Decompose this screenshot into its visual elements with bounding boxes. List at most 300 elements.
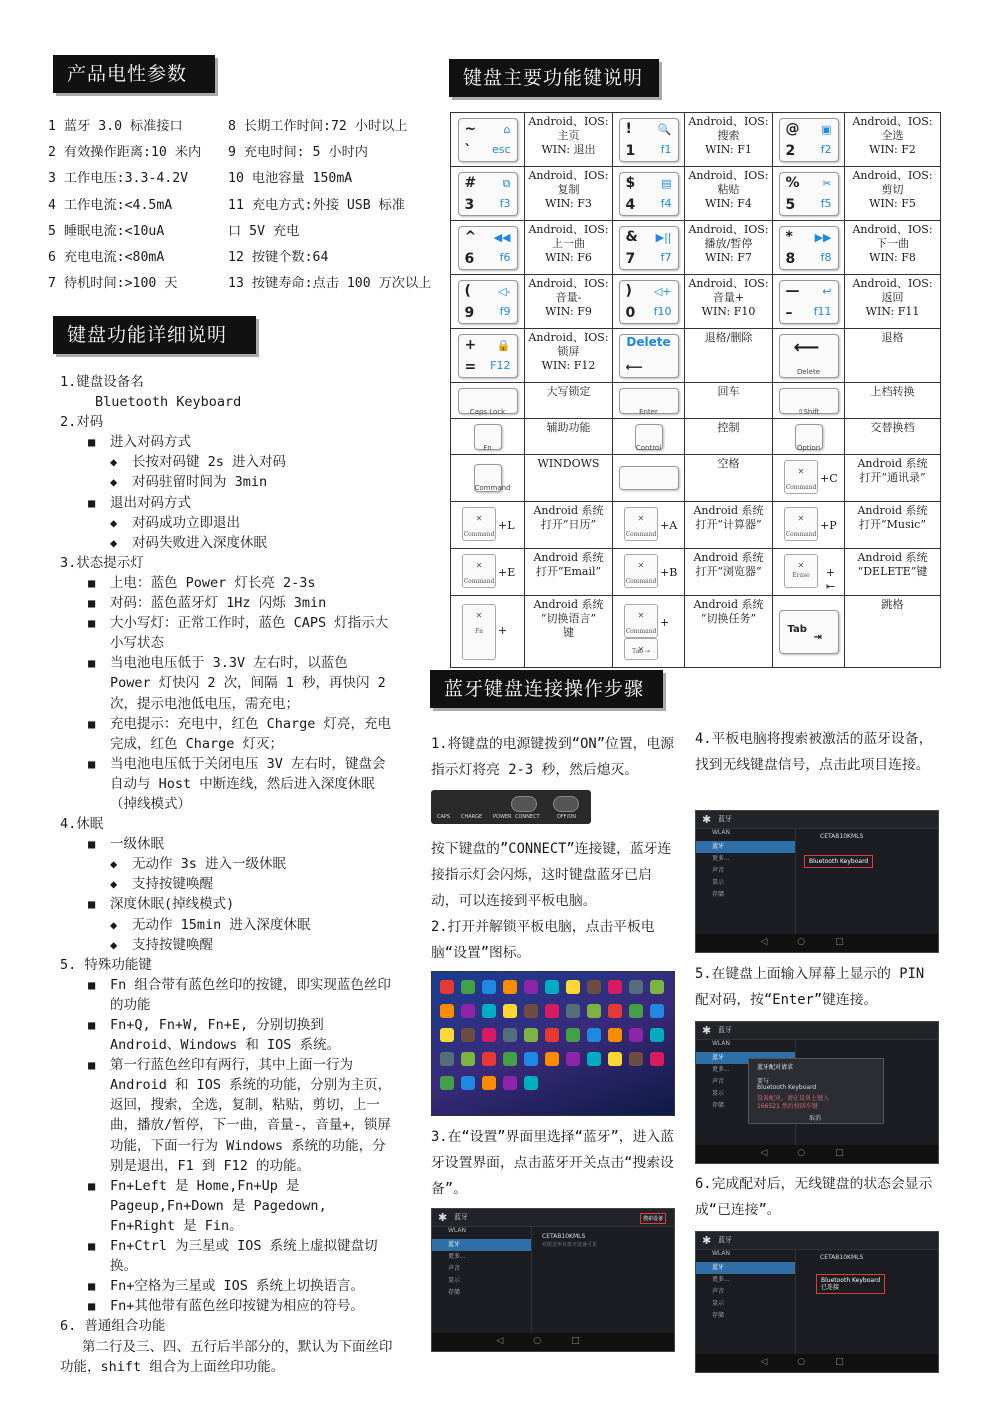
- key-desc: Android 系统 “切换任务”: [685, 596, 773, 668]
- menu-wlan: WLAN: [712, 1040, 731, 1047]
- key-cell: [773, 113, 845, 167]
- key-cell: [773, 383, 845, 419]
- key-desc: Android、IOS: 播放/暂停 WIN: F7: [685, 221, 773, 275]
- keycap-capslock: Caps Lock: [458, 388, 518, 414]
- detail-line-30: [60, 1296, 395, 1316]
- kb-name: Bluetooth Keyboard: [821, 1277, 881, 1284]
- key-desc: Android 系统 打开“通讯录”: [845, 455, 941, 502]
- key-row-4: [451, 275, 941, 329]
- screenshot-bt-found: [695, 810, 939, 953]
- combo-erase: ✕ Erase + ⇤: [776, 552, 841, 592]
- app-icon: [608, 980, 622, 994]
- key-cell: [773, 275, 845, 329]
- detail-line-5: [60, 472, 395, 492]
- menu-display: 显示: [712, 1090, 725, 1097]
- key-desc: Android、IOS: 锁屏 WIN: F12: [525, 329, 613, 383]
- menu-wlan: WLAN: [712, 829, 731, 836]
- app-icon: [545, 1004, 559, 1018]
- combo-key: ✕ Command +E: [454, 552, 521, 592]
- detail-line-17: [60, 834, 395, 854]
- key-cell: [451, 596, 525, 668]
- key-desc: 交替换档: [845, 419, 941, 455]
- nav-bar: ◁○□: [696, 1145, 938, 1163]
- screen-title: 蓝牙: [454, 1213, 468, 1221]
- menu-bluetooth: 蓝牙: [696, 1052, 795, 1064]
- step-1b-text: 按下键盘的”CONNECT”连接键，蓝牙连接指示灯会闪烁，这时键盘蓝牙已启动，可以连接到平板电脑。: [431, 841, 672, 909]
- key-desc: Android 系统 打开“计算器”: [685, 502, 773, 549]
- detail-line-6: [60, 493, 395, 513]
- key-cell: [773, 221, 845, 275]
- detail-line-7: [60, 513, 395, 533]
- device-sub: 对附近所有蓝牙设备可见: [542, 1242, 598, 1248]
- bluetooth-keyboard-item: Bluetooth Keyboard: [804, 855, 873, 868]
- step-2-text: 2.打开并解锁平板电脑，点击平板电脑“设置”图标。: [431, 919, 655, 961]
- gear-icon: ✱: [702, 813, 712, 826]
- detail-line-1: Bluetooth Keyboard: [95, 394, 242, 411]
- specs_left-6: 6 充电电流:<80mA: [48, 250, 165, 266]
- key-desc: WINDOWS: [525, 455, 613, 502]
- detail-text: ■ 当电池电压低于关闭电压 3V 左右时，键盘会自动与 Host 中断连线，然后进入深度休眠（掉线模式）: [110, 755, 386, 812]
- key-desc: Android 系统 打开“日历”: [525, 502, 613, 549]
- keycap-k13: + = 🔒 F12: [458, 334, 518, 378]
- device-name: CETAB10KMLS: [820, 1254, 864, 1261]
- keycap-tab: Tab ⇥: [779, 610, 839, 654]
- step-3-text: 3.在“设置”界面里选择“蓝牙”，进入蓝牙设置界面，点击蓝牙开关点击“搜索设备”。: [431, 1129, 674, 1197]
- key-cell: [613, 275, 685, 329]
- menu-storage: 存储: [712, 1312, 725, 1319]
- header-specs: 产品电性参数: [53, 55, 215, 93]
- detail-line-29: [60, 1276, 395, 1296]
- menu-bluetooth: 蓝牙: [696, 841, 795, 853]
- detail-line-3: [60, 432, 395, 452]
- app-icon: [440, 1076, 454, 1090]
- step-5-text: 5.在键盘上面输入屏幕上显示的 PIN 配对码，按“Enter”键连接。: [695, 966, 925, 1008]
- key-cell: [451, 275, 525, 329]
- key-cell: [773, 502, 845, 549]
- screen-title: 蓝牙: [718, 815, 732, 823]
- app-icon: [440, 1004, 454, 1018]
- specs_right-5: 口 5V 充电: [228, 223, 300, 239]
- app-icon: [503, 980, 517, 994]
- pair-end: 然后按回车键: [781, 1103, 818, 1110]
- key-desc: Android 系统 打开“Music”: [845, 502, 941, 549]
- app-icon: [440, 1028, 454, 1042]
- menu-wlan: WLAN: [712, 1250, 731, 1257]
- key-desc: 辅助功能: [525, 419, 613, 455]
- detail-line-12: [60, 613, 395, 653]
- menu-display: 显示: [448, 1277, 461, 1284]
- detail-text: ■ Fn+Q, Fn+W, Fn+E, 分别切换到 Android、Windows 和 IOS 系统。: [110, 1017, 341, 1054]
- specs_right-4: 11 充电方式:外接 USB 标准: [228, 197, 405, 213]
- detail-text: 支持按键唤醒: [132, 936, 213, 953]
- strip-power: POWER: [493, 814, 512, 820]
- detail-line-2: 2.对码: [60, 414, 104, 431]
- key-row-7: [451, 419, 941, 455]
- detail-line-16: 4.休眠: [60, 816, 104, 833]
- detail-text: ■ 充电提示：充电中，红色 Charge 灯亮，充电完成，红色 Charge 灯灭；: [110, 715, 392, 752]
- detail-line-24: [60, 975, 395, 1015]
- key-desc: Android、IOS: 全选 WIN: F2: [845, 113, 941, 167]
- detail-text: 无动作 15min 进入深度休眠: [132, 916, 311, 933]
- keyboard-indicator-strip: [431, 790, 591, 824]
- combo-key: ✕ Command +B: [616, 552, 681, 592]
- key-cell: [451, 383, 525, 419]
- app-icon: [524, 1076, 538, 1090]
- specs_left-1: 1 蓝牙 3.0 标准接口: [48, 119, 183, 134]
- detail-line-9: 3.状态提示灯: [60, 554, 144, 571]
- detail-text: ■ 退出对码方式: [110, 494, 191, 511]
- key-desc: 回车: [685, 383, 773, 419]
- key-cell: [773, 596, 845, 668]
- detail-line-20: [60, 894, 395, 914]
- app-grid-screenshot: [431, 971, 675, 1116]
- detail-line-8: [60, 533, 395, 553]
- detail-line-19: [60, 874, 395, 894]
- device-name: CETAB10KMLS: [542, 1233, 586, 1240]
- key-cell: [613, 455, 685, 502]
- combo-key: ✕ Command +L: [454, 505, 521, 545]
- key-row-3: [451, 221, 941, 275]
- key-cell: [451, 419, 525, 455]
- nav-bar: ◁○□: [696, 1354, 938, 1372]
- step-1-text: 1.将键盘的电源键拨到“ON”位置，电源指示灯将亮 2-3 秒，然后熄灭。: [431, 736, 674, 778]
- menu-storage: 存储: [712, 1102, 725, 1109]
- keycap-k6: % 5 ✂ f5: [779, 172, 839, 216]
- key-row-10: [451, 549, 941, 596]
- power-switch: [553, 796, 579, 812]
- app-icon: [503, 1052, 517, 1066]
- specs_right-6: 12 按键个数:64: [228, 250, 329, 266]
- app-icon: [503, 1004, 517, 1018]
- keycap-command: Command: [474, 464, 502, 492]
- app-icon: [524, 1052, 538, 1066]
- combo-tab: ✕ Command + ✕ Tab ⇥: [616, 602, 681, 662]
- app-icon: [503, 1028, 517, 1042]
- pair-pin: 166521: [757, 1103, 780, 1110]
- combo-key: ✕ Command +P: [776, 505, 841, 545]
- step-4-text: 4.平板电脑将搜索被激活的蓝牙设备，找到无线键盘信号，点击此项目连接。: [695, 731, 933, 773]
- key-cell: [451, 113, 525, 167]
- key-desc: Android 系统 打开“浏览器”: [685, 549, 773, 596]
- key-desc: 退格: [845, 329, 941, 383]
- search-devices-button: 搜索设备: [640, 1213, 666, 1224]
- key-desc: Android、IOS: 搜索 WIN: F1: [685, 113, 773, 167]
- app-icon: [566, 1052, 580, 1066]
- strip-caps: CAPS: [437, 814, 451, 820]
- detail-line-11: [60, 593, 395, 613]
- menu-more: 更多...: [712, 1276, 730, 1283]
- strip-connect: CONNECT: [515, 814, 540, 820]
- app-icon: [461, 1028, 475, 1042]
- key-desc: Android、IOS: 音量+ WIN: F10: [685, 275, 773, 329]
- app-icon: [482, 1028, 496, 1042]
- screenshot-pairing: [695, 1021, 939, 1164]
- menu-display: 显示: [712, 1300, 725, 1307]
- app-icon: [608, 1052, 622, 1066]
- keycap-enter: Enter: [619, 388, 679, 414]
- specs_left-2: 2 有效操作距离:10 米内: [48, 145, 202, 161]
- app-icon: [566, 980, 580, 994]
- gear-icon: ✱: [438, 1211, 448, 1224]
- key-desc: Android、IOS: 主页 WIN: 退出: [525, 113, 613, 167]
- app-icon: [482, 1004, 496, 1018]
- nav-bar: ◁○□: [696, 934, 938, 952]
- app-icon: [461, 1004, 475, 1018]
- key-desc: 退格/删除: [685, 329, 773, 383]
- menu-sound: 声音: [448, 1265, 461, 1272]
- key-cell: [451, 549, 525, 596]
- key-row-11: [451, 596, 941, 668]
- keycap-k9: * 8 ▶▶ f8: [779, 226, 839, 270]
- detail-text: ■ Fn+空格为三星或 IOS 系统上切换语言。: [110, 1278, 365, 1295]
- menu-sound: 声音: [712, 1288, 725, 1295]
- key-desc: Android、IOS: 下一曲 WIN: F8: [845, 221, 941, 275]
- app-icon: [461, 1076, 475, 1090]
- key-cell: [451, 455, 525, 502]
- key-cell: [613, 167, 685, 221]
- kb-status: 已连接: [821, 1284, 840, 1291]
- detail-text: ■ 大小写灯：正常工作时，蓝色 CAPS 灯指示大小写状态: [110, 615, 389, 652]
- detail-text: ■ 进入对码方式: [110, 434, 191, 451]
- app-icon: [524, 1004, 538, 1018]
- key-desc: 空格: [685, 455, 773, 502]
- app-icon: [587, 1004, 601, 1018]
- menu-storage: 存储: [448, 1289, 461, 1296]
- key-desc: Android 系统 “DELETE”键: [845, 549, 941, 596]
- specs_left-4: 4 工作电流:<4.5mA: [48, 197, 173, 213]
- key-desc: 跳格: [845, 596, 941, 668]
- key-cell: [613, 549, 685, 596]
- key-desc: Android 系统 “切换语言” 键: [525, 596, 613, 668]
- keycap-delete: ⟵ Delete: [779, 334, 839, 378]
- specs_right-3: 10 电池容量 150mA: [228, 171, 353, 187]
- specs-right: [228, 114, 431, 297]
- app-icon: [524, 1028, 538, 1042]
- app-icon: [587, 980, 601, 994]
- specs-left: [48, 114, 201, 297]
- detail-text: ■ 深度休眠(掉线模式): [110, 896, 235, 913]
- app-icon: [650, 980, 664, 994]
- keycap-option: Option: [795, 424, 823, 450]
- key-desc: Android 系统 打开“Email”: [525, 549, 613, 596]
- key-cell: [613, 221, 685, 275]
- specs_left-5: 5 睡眠电流:<10uA: [48, 223, 165, 239]
- nav-bar: ◁○□: [432, 1333, 674, 1351]
- detail-text: 支持按键唤醒: [132, 876, 213, 893]
- app-icon: [461, 1052, 475, 1066]
- key-cell: [451, 502, 525, 549]
- keycap-k11: ) 0 ◁+ f10: [619, 280, 679, 324]
- combo-key: ✕ Command +A: [616, 505, 681, 545]
- keycap-fn: Fn: [474, 424, 502, 450]
- app-icon: [482, 1052, 496, 1066]
- keycap-key: [619, 466, 679, 490]
- key-desc: Android、IOS: 粘贴 WIN: F4: [685, 167, 773, 221]
- app-icon: [524, 980, 538, 994]
- detail-text: ■ 对码：蓝色蓝牙灯 1Hz 闪烁 3min: [110, 595, 327, 612]
- key-cell: [451, 221, 525, 275]
- pair-pin-line: [757, 1101, 818, 1110]
- detail-line-18: [60, 854, 395, 874]
- key-desc: Android、IOS: 返回 WIN: F11: [845, 275, 941, 329]
- combo-fn: ✕ Fn +: [454, 602, 521, 662]
- menu-more: 更多...: [712, 855, 730, 862]
- key-function-table: [450, 112, 941, 668]
- app-icon: [587, 1052, 601, 1066]
- key-cell: [773, 549, 845, 596]
- details-section: [60, 372, 395, 1377]
- menu-display: 显示: [712, 879, 725, 886]
- key-desc: Android、IOS: 剪切 WIN: F5: [845, 167, 941, 221]
- detail-line-0: 1.键盘设备名: [60, 374, 144, 390]
- app-icon: [440, 1052, 454, 1066]
- detail-line-10: [60, 573, 395, 593]
- app-icon: [482, 980, 496, 994]
- key-cell: [451, 167, 525, 221]
- app-icon: [629, 1028, 643, 1042]
- specs_left-3: 3 工作电压:3.3-4.2V: [48, 171, 189, 187]
- app-icon: [545, 1028, 559, 1042]
- app-icon: [587, 1028, 601, 1042]
- connect-button: [511, 796, 537, 812]
- menu-more: 更多...: [448, 1253, 466, 1260]
- detail-line-27: [60, 1176, 395, 1236]
- detail-text: ■ 第一行蓝色丝印有两行，其中上面一行为 Android 和 IOS 系统的功能，分别为主页，返回，搜索，全选，复制，粘贴，剪切，上一曲，播放/暂停，下一曲，音量-，音量+，锁屏功能，下面一行为 Windows 系统的功能，分别是退出，F1 到 F12 的功能。: [110, 1057, 392, 1174]
- app-icon: [482, 1076, 496, 1090]
- detail-text: ■ 当电池电压低于 3.3V 左右时，以蓝色 Power 灯快闪 2 次，间隔 1 秒，再快闪 2 次，提示电池低电压，需充电；: [110, 655, 386, 712]
- app-icon: [566, 1028, 580, 1042]
- menu-bluetooth: 蓝牙: [696, 1262, 795, 1274]
- app-icon: [608, 1004, 622, 1018]
- app-icon: [629, 980, 643, 994]
- menu-more: 更多...: [712, 1066, 730, 1073]
- key-desc: 大写锁定: [525, 383, 613, 419]
- app-icon: [503, 1076, 517, 1090]
- key-row-5: [451, 329, 941, 383]
- app-icon: [629, 1004, 643, 1018]
- app-icon: [650, 1052, 664, 1066]
- detail-text: 对码成功立即退出: [132, 514, 240, 531]
- detail-line-22: [60, 935, 395, 955]
- pair-from: 要与: [757, 1078, 770, 1085]
- key-row-1: [451, 113, 941, 167]
- key-desc: 控制: [685, 419, 773, 455]
- specs_right-2: 9 充电时间: 5 小时内: [228, 145, 368, 161]
- key-row-9: [451, 502, 941, 549]
- specs_left-7: 7 待机时间:>100 天: [48, 276, 178, 292]
- menu-sound: 声音: [712, 1078, 725, 1085]
- app-icon: [629, 1052, 643, 1066]
- keycap-k10: ( 9 ◁- f9: [458, 280, 518, 324]
- detail-text: ■ 上电：蓝色 Power 灯长亮 2-3s: [110, 574, 316, 591]
- key-cell: [613, 502, 685, 549]
- key-desc: Android、IOS: 音量- WIN: F9: [525, 275, 613, 329]
- key-cell: [773, 167, 845, 221]
- gear-icon: ✱: [702, 1024, 712, 1037]
- keycap-k5: $ 4 ▤ f4: [619, 172, 679, 216]
- detail-line-28: [60, 1236, 395, 1276]
- keycap-k12: — – ↩ f11: [779, 280, 839, 324]
- detail-line-4: [60, 452, 395, 472]
- menu-storage: 存储: [712, 891, 725, 898]
- keycap-k3: @ 2 ▣ f2: [779, 118, 839, 162]
- detail-text: ■ Fn+其他带有蓝色丝印按键为相应的符号。: [110, 1298, 364, 1315]
- detail-line-26: [60, 1055, 395, 1176]
- keycap-k8: & 7 ▶|| f7: [619, 226, 679, 270]
- app-icon: [545, 980, 559, 994]
- keycap-k4: # 3 ⧉ f3: [458, 172, 518, 216]
- detail-text: ■ Fn+Ctrl 为三星或 IOS 系统上虚拟键盘切换。: [110, 1238, 378, 1275]
- header-keys: 键盘主要功能键说明: [449, 59, 659, 97]
- detail-text: ■ 一级休眠: [110, 836, 164, 853]
- key-row-8: [451, 455, 941, 502]
- keycap-k2: ! 1 🔍 f1: [619, 118, 679, 162]
- screenshot-bt-settings: [431, 1208, 675, 1352]
- key-row-6: [451, 383, 941, 419]
- keycap-delete-blue: Delete ⟵: [619, 334, 679, 378]
- app-icon: [440, 980, 454, 994]
- screenshot-connected: [695, 1231, 939, 1373]
- device-name: CETAB10KMLS: [820, 833, 864, 840]
- screen-title: 蓝牙: [718, 1026, 732, 1034]
- detail-line-23: 5. 特殊功能键: [60, 956, 152, 973]
- step-6-text: 6.完成配对后，无线键盘的状态会显示成“已连接”。: [695, 1176, 933, 1218]
- detail-line-13: [60, 653, 395, 713]
- app-icon: [461, 980, 475, 994]
- detail-line-14: [60, 714, 395, 754]
- app-icon: [650, 1004, 664, 1018]
- strip-charge: CHARGE: [461, 814, 483, 820]
- screen-title: 蓝牙: [718, 1236, 732, 1244]
- pair-body: 设备配对，请在设备上键入: [757, 1095, 830, 1102]
- header-details: 键盘功能详细说明: [53, 316, 256, 354]
- header-steps: 蓝牙键盘连接操作步骤: [430, 670, 663, 708]
- pair-device: Bluetooth Keyboard: [757, 1084, 817, 1091]
- combo-key: ✕ Command +C: [776, 458, 841, 498]
- cancel-button: 取消: [809, 1115, 822, 1122]
- keyboard-connected-item: [816, 1274, 885, 1294]
- detail-text: ■ Fn 组合带有蓝色丝印的按键，即实现蓝色丝印的功能: [110, 976, 391, 1013]
- detail-text: 长按对码键 2s 进入对码: [132, 454, 287, 471]
- detail-text: ■ Fn+Left 是 Home,Fn+Up 是 Pageup,Fn+Down 是 Pagedown, Fn+Right 是 Fin。: [110, 1177, 327, 1234]
- app-icon: [650, 1028, 664, 1042]
- key-cell: [773, 329, 845, 383]
- key-desc: 上档转换: [845, 383, 941, 419]
- detail-line-25: [60, 1015, 395, 1055]
- app-icon: [566, 1004, 580, 1018]
- detail-text: 对码驻留时间为 3min: [132, 474, 268, 491]
- key-cell: [773, 455, 845, 502]
- detail-line-15: [60, 754, 395, 814]
- strip-offon: OFF/ON: [557, 814, 577, 820]
- detail-text: 对码失败进入深度休眠: [132, 534, 267, 551]
- app-icon: [608, 1028, 622, 1042]
- keycap-control: Control: [635, 424, 663, 450]
- key-row-2: [451, 167, 941, 221]
- key-desc: Android、IOS: 复制 WIN: F3: [525, 167, 613, 221]
- key-cell: [613, 596, 685, 668]
- menu-bluetooth: 蓝牙: [432, 1239, 531, 1251]
- app-icon: [545, 1052, 559, 1066]
- key-cell: [613, 113, 685, 167]
- keycap-k7: ^ 6 ◀◀ f6: [458, 226, 518, 270]
- detail-line-31: 6. 普通组合功能: [60, 1318, 166, 1335]
- pairing-dialog: [748, 1058, 884, 1124]
- specs_right-7: 13 按键寿命:点击 100 万次以上: [228, 276, 432, 292]
- detail-line-32: 第二行及三、四、五行后半部分的，默认为下面丝印功能，shift 组合为上面丝印功能。: [60, 1338, 393, 1375]
- menu-sound: 声音: [712, 867, 725, 874]
- key-cell: [613, 383, 685, 419]
